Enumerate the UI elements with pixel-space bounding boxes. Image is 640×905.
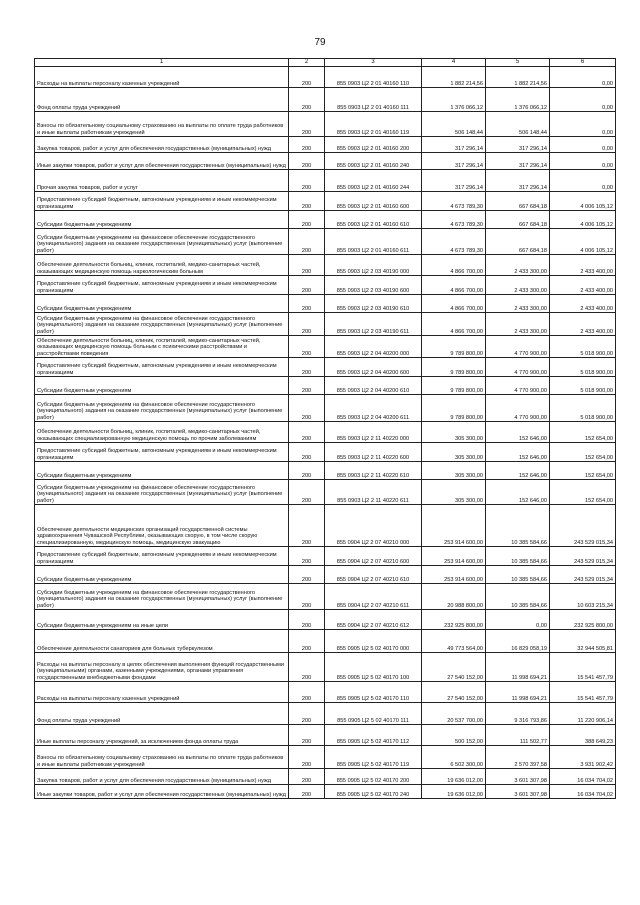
row-value-4: 4 673 789,30	[422, 229, 486, 255]
row-budget-class: 855 0903 Ц2 2 01 40160 244	[325, 170, 422, 192]
row-value-6: 0,00	[550, 137, 616, 153]
row-value-6: 152 654,00	[550, 462, 616, 480]
row-value-6: 152 654,00	[550, 480, 616, 505]
table-row	[35, 395, 616, 422]
row-budget-class: 855 0903 Ц2 2 04 40200 600	[325, 358, 422, 377]
row-budget-class: 855 0904 Ц2 2 07 40210 000	[325, 505, 422, 547]
header-cell: 4	[422, 59, 486, 67]
row-description: Субсидии бюджетным учреждениям на финансовое обеспечение государственного (муниципального) задания на оказание государственных (муниципальных) услуг (выполнение работ)	[35, 395, 289, 422]
table-row	[35, 276, 616, 295]
row-value-4: 305 300,00	[422, 462, 486, 480]
row-description: Взносы по обязательному социальному страхованию на выплаты по оплате труда работников и иные выплаты работникам учреждений	[35, 112, 289, 137]
row-value-4: 49 773 564,00	[422, 630, 486, 653]
row-value-5: 152 646,00	[486, 422, 550, 443]
row-code: 200	[289, 443, 325, 462]
row-code: 200	[289, 785, 325, 799]
row-value-5: 667 684,18	[486, 229, 550, 255]
row-value-6: 4 006 105,12	[550, 192, 616, 211]
row-value-5: 152 646,00	[486, 462, 550, 480]
row-code: 200	[289, 88, 325, 112]
row-description: Фонд оплаты труда учреждений	[35, 88, 289, 112]
row-value-6: 0,00	[550, 153, 616, 170]
row-code: 200	[289, 746, 325, 769]
row-value-4: 20 988 800,00	[422, 584, 486, 610]
row-value-6: 232 925 800,00	[550, 610, 616, 630]
table-row	[35, 295, 616, 313]
row-description: Субсидии бюджетным учреждениям на иные цели	[35, 610, 289, 630]
row-description: Расходы на выплаты персоналу в целях обеспечения выполнения функций государственными (муниципальными) органами, казенными учреждениями, органами управления государственными внебюджетными фондами	[35, 653, 289, 682]
row-value-6: 16 034 704,02	[550, 769, 616, 785]
row-description: Закупка товаров, работ и услуг для обеспечения государственных (муниципальных) нужд	[35, 769, 289, 785]
budget-table	[34, 58, 616, 799]
row-budget-class: 855 0905 Ц2 5 02 40170 100	[325, 653, 422, 682]
row-value-5: 317 296,14	[486, 153, 550, 170]
table-row	[35, 443, 616, 462]
row-value-6: 5 018 900,00	[550, 395, 616, 422]
row-code: 200	[289, 682, 325, 703]
row-value-6: 0,00	[550, 170, 616, 192]
row-budget-class: 855 0903 Ц2 2 11 40220 000	[325, 422, 422, 443]
row-value-4: 1 882 214,56	[422, 67, 486, 88]
row-code: 200	[289, 313, 325, 336]
row-value-6: 2 433 400,00	[550, 276, 616, 295]
row-code: 200	[289, 422, 325, 443]
row-description: Субсидии бюджетным учреждениям на финансовое обеспечение государственного (муниципального) задания на оказание государственных (муниципальных) услуг (выполнение работ)	[35, 229, 289, 255]
row-value-6: 2 433 400,00	[550, 255, 616, 276]
row-budget-class: 855 0903 Ц2 2 04 40200 610	[325, 377, 422, 395]
row-code: 200	[289, 395, 325, 422]
row-code: 200	[289, 630, 325, 653]
header-cell: 5	[486, 59, 550, 67]
row-description: Расходы на выплаты персоналу казенных учреждений	[35, 67, 289, 88]
table-row	[35, 725, 616, 746]
row-description: Прочая закупка товаров, работ и услуг	[35, 170, 289, 192]
row-code: 200	[289, 229, 325, 255]
row-value-6: 11 220 906,14	[550, 703, 616, 725]
table-row	[35, 703, 616, 725]
row-value-4: 20 537 700,00	[422, 703, 486, 725]
row-budget-class: 855 0905 Ц2 5 02 40170 000	[325, 630, 422, 653]
row-value-4: 232 925 800,00	[422, 610, 486, 630]
row-value-4: 1 376 066,12	[422, 88, 486, 112]
row-budget-class: 855 0905 Ц2 5 02 40170 240	[325, 785, 422, 799]
row-value-4: 317 296,14	[422, 153, 486, 170]
row-value-6: 5 018 900,00	[550, 358, 616, 377]
row-budget-class: 855 0903 Ц2 2 03 40190 610	[325, 295, 422, 313]
row-code: 200	[289, 211, 325, 229]
row-budget-class: 855 0905 Ц2 5 02 40170 110	[325, 682, 422, 703]
row-value-6: 3 931 902,42	[550, 746, 616, 769]
row-value-4: 317 296,14	[422, 170, 486, 192]
row-value-5: 10 385 584,66	[486, 566, 550, 584]
row-code: 200	[289, 358, 325, 377]
row-value-4: 305 300,00	[422, 443, 486, 462]
row-description: Предоставление субсидий бюджетным, автономным учреждениям и иным некоммерческим организациям	[35, 358, 289, 377]
row-value-5: 1 376 066,12	[486, 88, 550, 112]
row-description: Иные выплаты персоналу учреждений, за исключением фонда оплаты труда	[35, 725, 289, 746]
row-value-5: 667 684,18	[486, 211, 550, 229]
row-description: Расходы на выплаты персоналу казенных учреждений	[35, 682, 289, 703]
row-value-6: 5 018 900,00	[550, 377, 616, 395]
row-value-5: 2 570 397,58	[486, 746, 550, 769]
row-value-6: 32 944 505,81	[550, 630, 616, 653]
row-budget-class: 855 0903 Ц2 2 01 40160 240	[325, 153, 422, 170]
row-value-6: 5 018 900,00	[550, 336, 616, 358]
row-code: 200	[289, 584, 325, 610]
table-row	[35, 566, 616, 584]
row-value-4: 9 789 800,00	[422, 358, 486, 377]
row-code: 200	[289, 769, 325, 785]
row-value-6: 2 433 400,00	[550, 295, 616, 313]
row-code: 200	[289, 653, 325, 682]
row-value-5: 2 433 300,00	[486, 313, 550, 336]
row-code: 200	[289, 295, 325, 313]
row-value-5: 667 684,18	[486, 192, 550, 211]
row-code: 200	[289, 192, 325, 211]
row-value-5: 3 601 307,98	[486, 785, 550, 799]
page-number: 79	[314, 37, 326, 48]
row-code: 200	[289, 137, 325, 153]
row-code: 200	[289, 566, 325, 584]
row-value-4: 4 866 700,00	[422, 276, 486, 295]
row-value-6: 388 649,23	[550, 725, 616, 746]
row-value-6: 243 529 015,34	[550, 566, 616, 584]
table-row	[35, 229, 616, 255]
row-description: Обеспечение деятельности больниц, клиник, госпиталей, медико-санитарных частей, оказывающих медицинскую помощь больным с психическими расстройствами и расстройствами поведения	[35, 336, 289, 358]
row-budget-class: 855 0903 Ц2 2 01 40160 119	[325, 112, 422, 137]
row-description: Предоставление субсидий бюджетным, автономным учреждениям и иным некоммерческим организациям	[35, 276, 289, 295]
row-value-6: 2 433 400,00	[550, 313, 616, 336]
row-budget-class: 855 0904 Ц2 2 07 40210 612	[325, 610, 422, 630]
row-budget-class: 855 0903 Ц2 2 03 40190 000	[325, 255, 422, 276]
row-code: 200	[289, 255, 325, 276]
row-value-4: 27 540 152,00	[422, 682, 486, 703]
row-value-5: 2 433 300,00	[486, 255, 550, 276]
row-code: 200	[289, 336, 325, 358]
row-budget-class: 855 0903 Ц2 2 11 40220 611	[325, 480, 422, 505]
row-code: 200	[289, 610, 325, 630]
table-row	[35, 377, 616, 395]
row-value-4: 4 866 700,00	[422, 255, 486, 276]
row-value-4: 4 866 700,00	[422, 295, 486, 313]
row-value-4: 19 636 012,00	[422, 769, 486, 785]
row-description: Фонд оплаты труда учреждений	[35, 703, 289, 725]
row-value-6: 10 603 215,34	[550, 584, 616, 610]
row-code: 200	[289, 153, 325, 170]
row-value-4: 317 296,14	[422, 137, 486, 153]
row-value-5: 4 770 900,00	[486, 336, 550, 358]
row-value-6: 0,00	[550, 112, 616, 137]
table-row	[35, 422, 616, 443]
row-budget-class: 855 0905 Ц2 5 02 40170 112	[325, 725, 422, 746]
row-value-5: 11 998 694,21	[486, 653, 550, 682]
row-value-4: 9 789 800,00	[422, 336, 486, 358]
table-row	[35, 769, 616, 785]
row-value-4: 9 789 800,00	[422, 395, 486, 422]
row-value-5: 0,00	[486, 610, 550, 630]
row-value-6: 4 006 105,12	[550, 211, 616, 229]
row-description: Субсидии бюджетным учреждениям на финансовое обеспечение государственного (муниципального) задания на оказание государственных (муниципальных) услуг (выполнение работ)	[35, 313, 289, 336]
row-description: Обеспечение деятельности медицинских организаций государственной системы здравоохранения Чувашской Республики, оказывающих скорую, в том числе скорую специализированную, медицинскую помощь, медицинскую эвакуацию	[35, 505, 289, 547]
row-budget-class: 855 0903 Ц2 2 04 40200 000	[325, 336, 422, 358]
row-value-6: 243 529 015,34	[550, 505, 616, 547]
row-code: 200	[289, 112, 325, 137]
table-row	[35, 653, 616, 682]
header-row	[35, 59, 616, 67]
table-row	[35, 630, 616, 653]
row-value-4: 19 636 012,00	[422, 785, 486, 799]
table-row	[35, 67, 616, 88]
row-budget-class: 855 0905 Ц2 5 02 40170 200	[325, 769, 422, 785]
row-budget-class: 855 0903 Ц2 2 01 40160 110	[325, 67, 422, 88]
row-budget-class: 855 0903 Ц2 2 01 40160 600	[325, 192, 422, 211]
table-row	[35, 610, 616, 630]
row-value-4: 4 673 789,30	[422, 211, 486, 229]
row-code: 200	[289, 170, 325, 192]
row-value-5: 152 646,00	[486, 480, 550, 505]
row-value-5: 4 770 900,00	[486, 395, 550, 422]
row-value-5: 16 829 058,19	[486, 630, 550, 653]
row-value-4: 9 789 800,00	[422, 377, 486, 395]
header-cell: 2	[289, 59, 325, 67]
row-value-5: 317 296,14	[486, 170, 550, 192]
row-value-6: 15 541 457,79	[550, 653, 616, 682]
row-value-4: 253 914 600,00	[422, 547, 486, 566]
table-row	[35, 170, 616, 192]
row-value-6: 0,00	[550, 88, 616, 112]
row-code: 200	[289, 276, 325, 295]
row-description: Субсидии бюджетным учреждениям на финансовое обеспечение государственного (муниципального) задания на оказание государственных (муниципальных) услуг (выполнение работ)	[35, 480, 289, 505]
table-row	[35, 746, 616, 769]
row-value-5: 152 646,00	[486, 443, 550, 462]
row-value-6: 243 529 015,34	[550, 547, 616, 566]
row-budget-class: 855 0903 Ц2 2 03 40190 611	[325, 313, 422, 336]
row-description: Закупка товаров, работ и услуг для обеспечения государственных (муниципальных) нужд	[35, 137, 289, 153]
table-row	[35, 785, 616, 799]
row-value-5: 2 433 300,00	[486, 276, 550, 295]
table-row	[35, 547, 616, 566]
table-body	[35, 67, 616, 799]
row-value-4: 27 540 152,00	[422, 653, 486, 682]
row-code: 200	[289, 377, 325, 395]
row-budget-class: 855 0903 Ц2 2 03 40190 600	[325, 276, 422, 295]
row-value-6: 4 006 105,12	[550, 229, 616, 255]
row-code: 200	[289, 703, 325, 725]
table-row	[35, 192, 616, 211]
row-budget-class: 855 0903 Ц2 2 04 40200 611	[325, 395, 422, 422]
table-row	[35, 584, 616, 610]
row-value-4: 305 300,00	[422, 480, 486, 505]
table-row	[35, 480, 616, 505]
row-value-5: 4 770 900,00	[486, 358, 550, 377]
row-value-4: 6 502 300,00	[422, 746, 486, 769]
row-value-5: 10 385 584,66	[486, 547, 550, 566]
row-value-4: 4 866 700,00	[422, 313, 486, 336]
row-code: 200	[289, 462, 325, 480]
header-cell: 1	[35, 59, 289, 67]
row-description: Обеспечение деятельности больниц, клиник, госпиталей, медико-санитарных частей, оказывающих медицинскую помощь наркологическим больным	[35, 255, 289, 276]
row-value-6: 0,00	[550, 67, 616, 88]
row-description: Субсидии бюджетным учреждениям	[35, 566, 289, 584]
row-description: Обеспечение деятельности санаториев для больных туберкулезом	[35, 630, 289, 653]
row-code: 200	[289, 725, 325, 746]
row-budget-class: 855 0903 Ц2 2 01 40160 610	[325, 211, 422, 229]
row-value-4: 253 914 600,00	[422, 505, 486, 547]
row-budget-class: 855 0905 Ц2 5 02 40170 119	[325, 746, 422, 769]
row-budget-class: 855 0903 Ц2 2 01 40160 611	[325, 229, 422, 255]
table-row	[35, 336, 616, 358]
row-budget-class: 855 0903 Ц2 2 11 40220 600	[325, 443, 422, 462]
row-value-5: 10 385 584,66	[486, 505, 550, 547]
row-value-5: 317 296,14	[486, 137, 550, 153]
header-cell: 3	[325, 59, 422, 67]
row-description: Субсидии бюджетным учреждениям на финансовое обеспечение государственного (муниципального) задания на оказание государственных (муниципальных) услуг (выполнение работ)	[35, 584, 289, 610]
row-value-5: 4 770 900,00	[486, 377, 550, 395]
row-budget-class: 855 0905 Ц2 5 02 40170 111	[325, 703, 422, 725]
table-row	[35, 153, 616, 170]
row-value-5: 9 316 793,86	[486, 703, 550, 725]
row-value-4: 4 673 789,30	[422, 192, 486, 211]
row-value-6: 15 541 457,79	[550, 682, 616, 703]
row-budget-class: 855 0903 Ц2 2 01 40160 111	[325, 88, 422, 112]
header-cell: 6	[550, 59, 616, 67]
row-description: Субсидии бюджетным учреждениям	[35, 462, 289, 480]
table-row	[35, 112, 616, 137]
table-row	[35, 137, 616, 153]
row-value-5: 3 601 307,98	[486, 769, 550, 785]
row-description: Предоставление субсидий бюджетным, автономным учреждениям и иным некоммерческим организациям	[35, 192, 289, 211]
row-value-6: 152 654,00	[550, 422, 616, 443]
row-budget-class: 855 0904 Ц2 2 07 40210 610	[325, 566, 422, 584]
table-row	[35, 358, 616, 377]
row-value-6: 152 654,00	[550, 443, 616, 462]
row-value-4: 506 148,44	[422, 112, 486, 137]
row-description: Субсидии бюджетным учреждениям	[35, 295, 289, 313]
row-value-4: 500 152,00	[422, 725, 486, 746]
table-row	[35, 313, 616, 336]
row-code: 200	[289, 547, 325, 566]
table-row	[35, 211, 616, 229]
row-value-5: 11 998 694,21	[486, 682, 550, 703]
row-description: Субсидии бюджетным учреждениям	[35, 211, 289, 229]
row-value-6: 16 034 704,02	[550, 785, 616, 799]
table-row	[35, 682, 616, 703]
row-budget-class: 855 0903 Ц2 2 11 40220 610	[325, 462, 422, 480]
row-value-4: 253 914 600,00	[422, 566, 486, 584]
row-code: 200	[289, 480, 325, 505]
row-description: Иные закупки товаров, работ и услуг для обеспечения государственных (муниципальных) нужд	[35, 153, 289, 170]
table-row	[35, 255, 616, 276]
row-code: 200	[289, 67, 325, 88]
row-budget-class: 855 0903 Ц2 2 01 40160 200	[325, 137, 422, 153]
row-value-4: 305 300,00	[422, 422, 486, 443]
table-row	[35, 505, 616, 547]
row-value-5: 111 502,77	[486, 725, 550, 746]
row-budget-class: 855 0904 Ц2 2 07 40210 611	[325, 584, 422, 610]
row-description: Взносы по обязательному социальному страхованию на выплаты по оплате труда работников и иные выплаты работникам учреждений	[35, 746, 289, 769]
table-row	[35, 462, 616, 480]
row-description: Предоставление субсидий бюджетным, автономным учреждениям и иным некоммерческим организациям	[35, 443, 289, 462]
row-value-5: 10 385 584,66	[486, 584, 550, 610]
table-row	[35, 88, 616, 112]
row-value-5: 506 148,44	[486, 112, 550, 137]
row-value-5: 1 882 214,56	[486, 67, 550, 88]
row-description: Иные закупки товаров, работ и услуг для обеспечения государственных (муниципальных) нужд	[35, 785, 289, 799]
row-description: Субсидии бюджетным учреждениям	[35, 377, 289, 395]
row-description: Обеспечение деятельности больниц, клиник, госпиталей, медико-санитарных частей, оказывающих специализированную медицинскую помощь по прочим заболеваниям	[35, 422, 289, 443]
row-value-5: 2 433 300,00	[486, 295, 550, 313]
row-budget-class: 855 0904 Ц2 2 07 40210 600	[325, 547, 422, 566]
row-code: 200	[289, 505, 325, 547]
row-description: Предоставление субсидий бюджетным, автономным учреждениям и иным некоммерческим организациям	[35, 547, 289, 566]
